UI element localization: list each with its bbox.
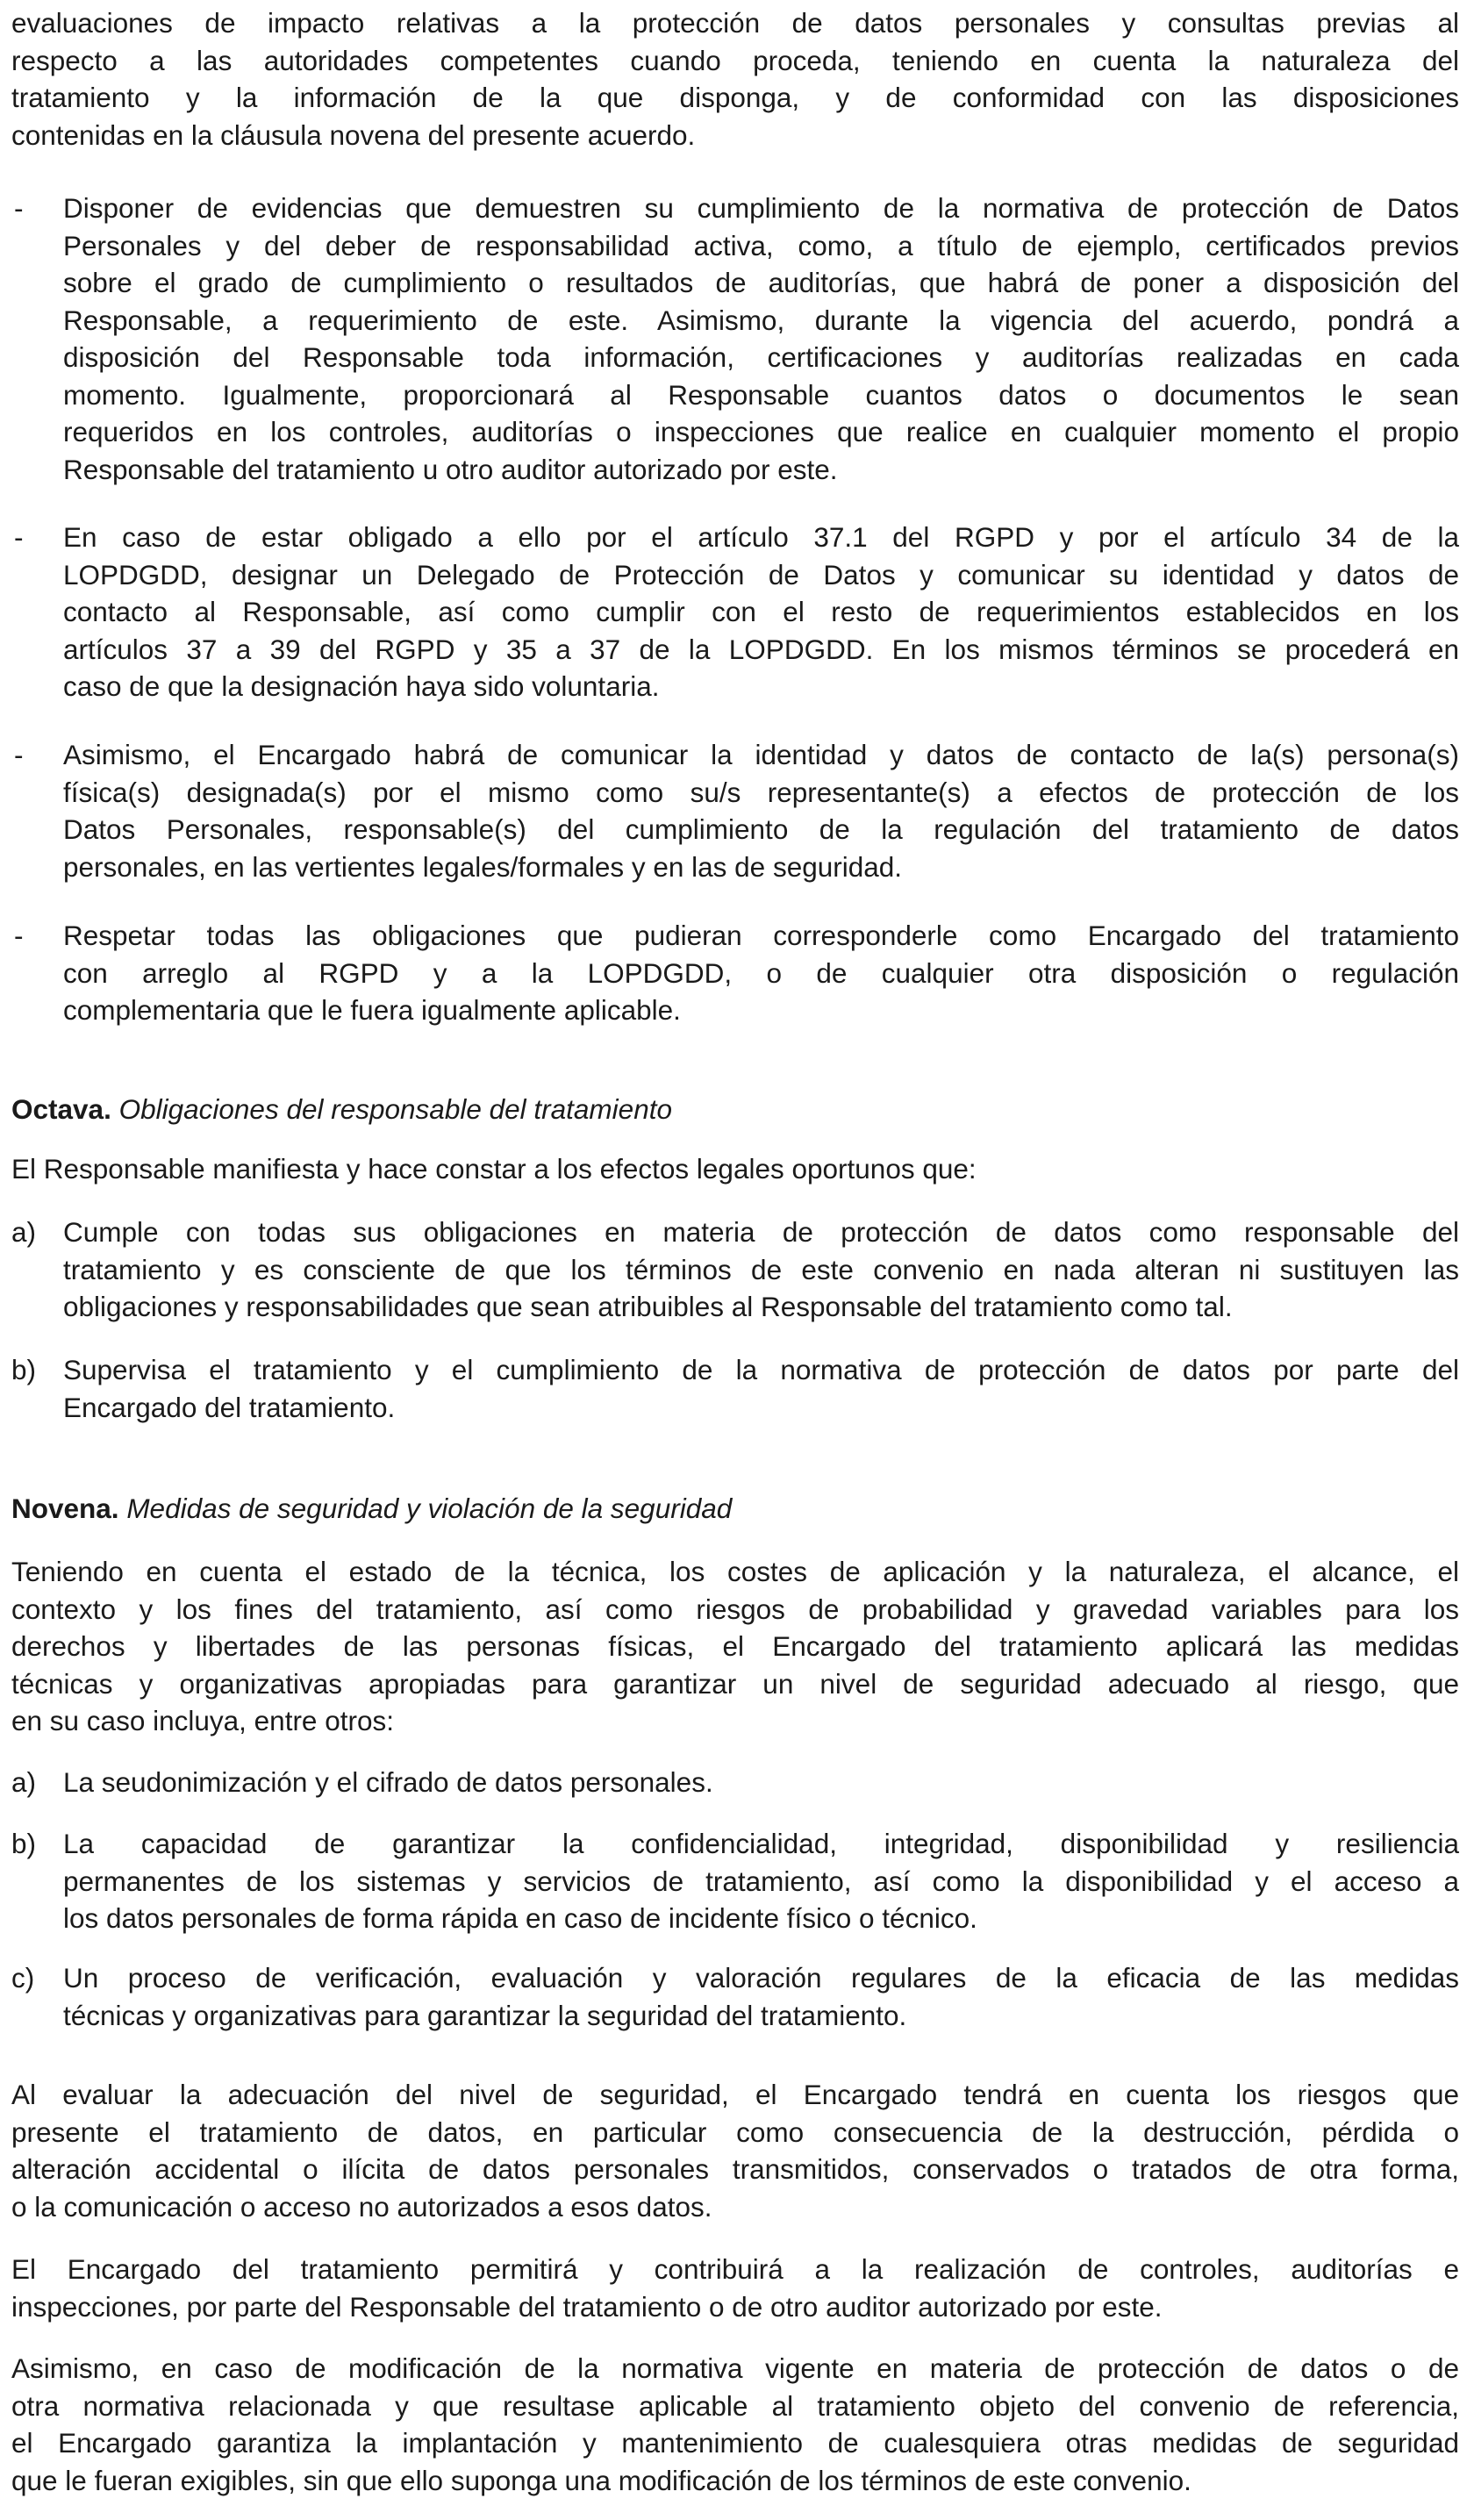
- text-line: contacto al Responsable, así como cumplir con el resto de requerimientos establecidos en los: [63, 596, 1459, 627]
- text-line: En caso de estar obligado a ello por el artículo 37.1 del RGPD y por el artículo 34 de la: [63, 521, 1459, 553]
- dash-bullet: -: [14, 192, 24, 224]
- text-line: derechos y libertades de las personas físicas, el Encargado del tratamiento aplicará las medidas: [11, 1630, 1459, 1662]
- text-line: complementaria que le fuera igualmente aplicable.: [63, 994, 681, 1026]
- text-line: alteración accidental o ilícita de datos personales transmitidos, conservados o tratados de otra forma,: [11, 2153, 1459, 2185]
- text-line: sobre el grado de cumplimiento o resultados de auditorías, que habrá de poner a disposición del: [63, 267, 1459, 298]
- section-heading: [11, 1091, 1459, 1128]
- text-line: Teniendo en cuenta el estado de la técnica, los costes de aplicación y la naturaleza, el alcance, el: [11, 1556, 1459, 1587]
- text-line: presente el tratamiento de datos, en particular como consecuencia de la destrucción, pérdida o: [11, 2116, 1459, 2148]
- text-line: Datos Personales, responsable(s) del cumplimiento de la regulación del tratamiento de datos: [63, 813, 1459, 845]
- list-marker: a): [11, 1216, 37, 1248]
- list-item: [11, 1959, 1459, 2034]
- text-line: otra normativa relacionada y que resultase aplicable al tratamiento objeto del convenio de referencia,: [11, 2389, 1459, 2422]
- text-line: inspecciones, por parte del Responsable del tratamiento o de otro auditor autorizado por este.: [11, 2290, 1163, 2323]
- text-line: Responsable del tratamiento u otro auditor autorizado por este.: [63, 453, 838, 485]
- text-line: Cumple con todas sus obligaciones en materia de protección de datos como responsable del: [63, 1216, 1459, 1248]
- section-heading: [11, 1490, 1459, 1528]
- list-item: [11, 190, 1459, 488]
- paragraph: [11, 2076, 1459, 2225]
- list-item: [11, 917, 1459, 1029]
- text-lines: [11, 2076, 1459, 2225]
- text-lines: [11, 2251, 1459, 2325]
- text-line: con arreglo al RGPD y a la LOPDGDD, o de cualquier otra disposición o regulación: [63, 956, 1459, 989]
- text-line: tratamiento y es consciente de que los términos de este convenio en nada alteran ni sustituyen las: [63, 1253, 1459, 1285]
- section-title: Medidas de seguridad y violación de la seguridad: [126, 1493, 733, 1524]
- text-lines: [11, 2350, 1459, 2499]
- text-line: disposición del Responsable toda información, certificaciones y auditorías realizadas en cada: [63, 341, 1459, 373]
- text-lines: [63, 519, 1459, 705]
- list-marker: a): [11, 1766, 37, 1798]
- section-number: Octava.: [11, 1093, 111, 1125]
- dash-bullet: -: [14, 739, 24, 770]
- list-marker: c): [11, 1962, 35, 1994]
- text-line: Personales y del deber de responsabilidad activa, como, a título de ejemplo, certificados previos: [63, 229, 1459, 261]
- paragraph: [11, 4, 1459, 154]
- text-line: permanentes de los sistemas y servicios de tratamiento, así como la disponibilidad y el acceso a: [63, 1865, 1459, 1897]
- text-lines: [63, 736, 1459, 885]
- text-lines: [63, 1825, 1459, 1937]
- text-line: El Encargado del tratamiento permitirá y contribuirá a la realización de controles, auditorías e: [11, 2253, 1459, 2285]
- text-line: Supervisa el tratamiento y el cumplimiento de la normativa de protección de datos por parte del: [63, 1354, 1459, 1385]
- text-line: física(s) designada(s) por el mismo como su/s representante(s) a efectos de protección de los: [63, 776, 1459, 808]
- text-line: Asimismo, el Encargado habrá de comunicar la identidad y datos de contacto de la(s) persona(s): [63, 739, 1459, 770]
- text-lines: [63, 1351, 1459, 1426]
- text-line: el Encargado garantiza la implantación y mantenimiento de cualesquiera otras medidas de seguridad: [11, 2427, 1459, 2459]
- list-item: [11, 1213, 1459, 1326]
- text-line: requeridos en los controles, auditorías o inspecciones que realice en cualquier momento el propio: [63, 416, 1459, 447]
- text-line: o la comunicación o acceso no autorizados a esos datos.: [11, 2190, 712, 2223]
- text-line: contexto y los fines del tratamiento, así como riesgos de probabilidad y gravedad variables para los: [11, 1593, 1459, 1625]
- list-item: [11, 1764, 1459, 1801]
- text-lines: [63, 1213, 1459, 1326]
- text-line: Al evaluar la adecuación del nivel de seguridad, el Encargado tendrá en cuenta los riesgos que: [11, 2079, 1459, 2110]
- text-lines: [63, 1764, 1459, 1801]
- text-lines: [63, 917, 1459, 1029]
- paragraph: [11, 2350, 1459, 2499]
- dash-bullet: -: [14, 521, 24, 553]
- text-line: Un proceso de verificación, evaluación y valoración regulares de la eficacia de las medidas: [63, 1962, 1459, 1994]
- text-line: que le fueran exigibles, sin que ello suponga una modificación de los términos de este convenio.: [11, 2464, 1191, 2496]
- text-lines: [11, 1150, 1459, 1188]
- text-line: los datos personales de forma rápida en caso de incidente físico o técnico.: [63, 1902, 977, 1934]
- text-line: Disponer de evidencias que demuestren su cumplimiento de la normativa de protección de Datos: [63, 192, 1459, 224]
- text-line: Respetar todas las obligaciones que pudieran corresponderle como Encargado del tratamiento: [63, 920, 1459, 951]
- text-line: Encargado del tratamiento.: [63, 1391, 396, 1423]
- text-lines: [11, 4, 1459, 154]
- text-line: Asimismo, en caso de modificación de la normativa vigente en materia de protección de datos o de: [11, 2352, 1459, 2384]
- text-line: técnicas y organizativas para garantizar la seguridad del tratamiento.: [63, 1999, 907, 2031]
- text-lines: [63, 1959, 1459, 2034]
- list-marker: b): [11, 1828, 37, 1859]
- text-line: obligaciones y responsabilidades que sean atribuibles al Responsable del tratamiento como tal.: [63, 1291, 1233, 1322]
- list-item: [11, 1825, 1459, 1937]
- text-line: técnicas y organizativas apropiadas para garantizar un nivel de seguridad adecuado al riesgo, que: [11, 1667, 1459, 1700]
- dash-bullet: -: [14, 920, 24, 951]
- text-lines: [63, 190, 1459, 488]
- text-line: contenidas en la cláusula novena del presente acuerdo.: [11, 118, 696, 151]
- section-title: Obligaciones del responsable del tratamiento: [118, 1093, 672, 1125]
- text-line: caso de que la designación haya sido voluntaria.: [63, 670, 660, 702]
- text-line: personales, en las vertientes legales/formales y en las de seguridad.: [63, 850, 903, 883]
- text-line: El Responsable manifiesta y hace constar a los efectos legales oportunos que:: [11, 1153, 977, 1185]
- text-line: La seudonimización y el cifrado de datos personales.: [63, 1766, 713, 1798]
- text-line: La capacidad de garantizar la confidencialidad, integridad, disponibilidad y resiliencia: [63, 1828, 1459, 1859]
- text-line: tratamiento y la información de la que disponga, y de conformidad con las disposiciones: [11, 82, 1459, 113]
- list-item: [11, 736, 1459, 885]
- list-marker: b): [11, 1354, 37, 1385]
- text-line: artículos 37 a 39 del RGPD y 35 a 37 de la LOPDGDD. En los mismos términos se procederá en: [63, 633, 1459, 665]
- paragraph: [11, 2251, 1459, 2325]
- list-item: [11, 1351, 1459, 1426]
- text-line: LOPDGDD, designar un Delegado de Protección de Datos y comunicar su identidad y datos de: [63, 558, 1459, 591]
- section-number: Novena.: [11, 1493, 119, 1524]
- text-line: en su caso incluya, entre otros:: [11, 1705, 394, 1736]
- text-line: evaluaciones de impacto relativas a la protección de datos personales y consultas previas al: [11, 7, 1459, 39]
- text-line: momento. Igualmente, proporcionará al Responsable cuantos datos o documentos le sean: [63, 378, 1459, 411]
- list-item: [11, 519, 1459, 705]
- paragraph: [11, 1150, 1459, 1188]
- text-line: Responsable, a requerimiento de este. Asimismo, durante la vigencia del acuerdo, pondrá a: [63, 304, 1459, 336]
- text-lines: [11, 1553, 1459, 1740]
- text-line: respecto a las autoridades competentes cuando proceda, teniendo en cuenta la naturaleza del: [11, 44, 1459, 76]
- paragraph: [11, 1553, 1459, 1740]
